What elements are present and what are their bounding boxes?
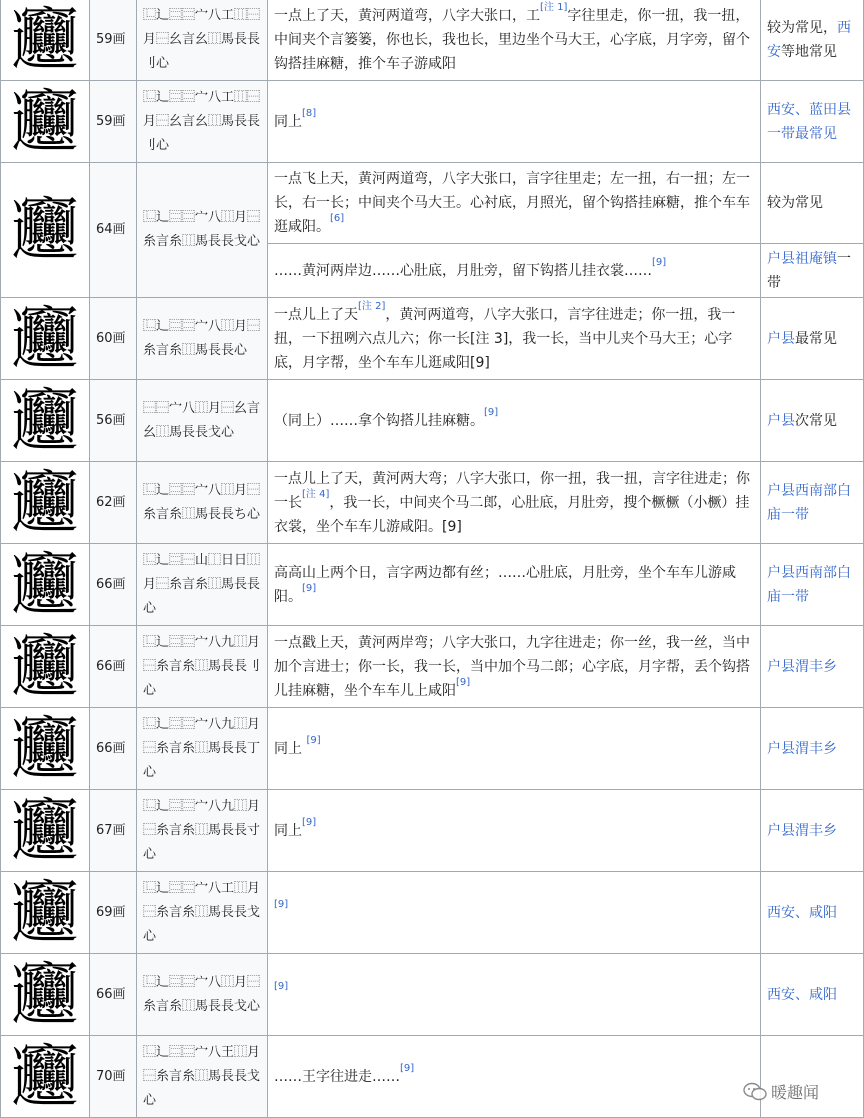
- footnote-link[interactable]: [注 2]: [358, 300, 386, 312]
- usage-region: [761, 1036, 864, 1118]
- table-row: [1, 708, 864, 790]
- stroke-count: 69画: [90, 872, 137, 954]
- mnemonic-rhyme: 一点儿上了天，黄河两大弯；八字大张口，你一扭，我一扭，言字往进走；你一长[注 4]，我一长，中间夹个马二郎，心肚底，月肚旁，搜个橛橛（小橛）挂衣裳，坐个车车儿游咸阳。[9]: [268, 462, 761, 544]
- component-sequence: ⿺辶⿳⿳宀八九⿲月⿱糸言糸⿲馬長長寸心: [137, 790, 268, 872]
- region-link[interactable]: 户县渭丰乡: [767, 658, 837, 675]
- region-link[interactable]: 户县渭丰乡: [767, 740, 837, 757]
- component-sequence: ⿱⿱宀八⿲月⿱幺言幺⿲馬長長戈心: [137, 380, 268, 462]
- footnote-link[interactable]: [6]: [330, 213, 345, 224]
- character-glyph: 𰻞: [1, 872, 90, 954]
- mnemonic-rhyme: （同上）……拿个钩搭儿挂麻糖。[9]: [268, 380, 761, 462]
- usage-region: 户县祖庵镇一带: [761, 244, 864, 298]
- footnote-link[interactable]: [注 4]: [302, 488, 330, 500]
- character-glyph: 𰻞: [1, 380, 90, 462]
- usage-region: 户县次常见: [761, 380, 864, 462]
- character-glyph: 𰻞: [1, 790, 90, 872]
- stroke-count: 67画: [90, 790, 137, 872]
- component-sequence: ⿺辶⿳⿳宀八王⿲月⿱糸言糸⿲馬長長戈心: [137, 1036, 268, 1118]
- table-row: [1, 380, 864, 462]
- usage-region: [761, 954, 864, 1036]
- component-sequence: ⿺辶⿳⿳宀八九⿲月⿱糸言糸⿲馬長長刂心: [137, 626, 268, 708]
- component-sequence: ⿺辶⿳⿳宀八工⿲⿱月⿱幺言幺⿲馬長長刂心: [137, 0, 268, 81]
- stroke-count: 66画: [90, 954, 137, 1036]
- table-row: [1, 462, 864, 544]
- footnote-link[interactable]: [9]: [274, 898, 289, 910]
- usage-region: [761, 544, 864, 626]
- mnemonic-rhyme: [268, 954, 761, 1036]
- region-link[interactable]: 户县: [767, 330, 795, 347]
- stroke-count: 66画: [90, 544, 137, 626]
- character-glyph: 𰻞: [1, 298, 90, 380]
- usage-region: [761, 872, 864, 954]
- table-row: [1, 544, 864, 626]
- mnemonic-rhyme: 一点儿上了天[注 2]，黄河两道弯，八字大张口，言字往进走；你一扭，我一扭，一下扭咧六点儿六；你一长[注 3]，我一长，当中儿夹个马大王；心字底，月字帮，坐个车车儿逛咸阳[9]: [268, 298, 761, 380]
- watermark: [743, 1080, 819, 1103]
- stroke-count: 56画: [90, 380, 137, 462]
- character-glyph: 𰻞: [1, 544, 90, 626]
- mnemonic-rhyme: 一点戳上天，黄河两岸弯；八字大张口，九字往进走；你一丝，我一丝，当中加个言进士；你一长，我一长，当中加个马二郎；心字底，月字帮，丢个钩搭儿挂麻糖，坐个车车儿上咸阳[9]: [268, 626, 761, 708]
- footnote-link[interactable]: [9]: [302, 816, 317, 828]
- table-row: [1, 81, 864, 163]
- stroke-count: 64画: [90, 163, 137, 298]
- component-sequence: ⿺辶⿳⿳宀八⿲月⿱糸言糸⿲馬長長戈心: [137, 163, 268, 298]
- footnote-link[interactable]: [9]: [484, 406, 499, 418]
- table-row: [1, 790, 864, 872]
- component-sequence: ⿺辶⿳⿳宀八⿲月⿱糸言糸⿲馬長長戈心: [137, 954, 268, 1036]
- usage-region: [761, 626, 864, 708]
- stroke-count: 59画: [90, 0, 137, 81]
- region-link[interactable]: 西安: [767, 19, 851, 60]
- usage-region: 较为常见: [761, 163, 864, 244]
- mnemonic-rhyme: 同上[9]: [268, 790, 761, 872]
- region-link[interactable]: 户县渭丰乡: [767, 822, 837, 839]
- region-link[interactable]: 户县: [767, 412, 795, 429]
- watermark-text: 暖趣闻: [770, 1083, 819, 1102]
- mnemonic-rhyme: ……王字往进走……[9]: [268, 1036, 761, 1118]
- usage-region: 较为常见，西安等地常见: [761, 0, 864, 81]
- mnemonic-rhyme: 一点上了天，黄河两道弯，八字大张口，工[注 1]字往里走，你一扭，我一扭，中间夹个言篓篓，你也长，我也长，里边坐个马大王，心字底，月字旁，留个钩搭挂麻糖，推个车子游咸阳: [268, 0, 761, 81]
- stroke-count: 70画: [90, 1036, 137, 1118]
- mnemonic-rhyme: 同上[8]: [268, 81, 761, 163]
- usage-region: [761, 462, 864, 544]
- region-link[interactable]: 户县西南部白庙一带: [767, 482, 851, 523]
- mnemonic-rhyme: 同上 [9]: [268, 708, 761, 790]
- stroke-count: 66画: [90, 708, 137, 790]
- usage-region: 户县最常见: [761, 298, 864, 380]
- table-row: [1, 1036, 864, 1118]
- usage-region: [761, 708, 864, 790]
- footnote-link[interactable]: [8]: [302, 107, 317, 119]
- character-glyph: 𰻞: [1, 462, 90, 544]
- component-sequence: ⿺辶⿳⿳宀八工⿲月⿱糸言糸⿲馬長長戈心: [137, 872, 268, 954]
- region-link[interactable]: 户县西南部白庙一带: [767, 564, 851, 605]
- footnote-link[interactable]: [9]: [302, 582, 317, 594]
- table-row: [1, 954, 864, 1036]
- table-row: [1, 872, 864, 954]
- mnemonic-rhyme: ……黄河两岸边……心肚底，月肚旁，留下钩搭儿挂衣裳……[9]: [268, 244, 761, 298]
- region-link[interactable]: 西安、咸阳: [767, 904, 837, 921]
- wechat-icon: [743, 1082, 767, 1102]
- component-sequence: ⿺辶⿳⿳宀八⿲月⿱糸言糸⿲馬長長ち心: [137, 462, 268, 544]
- region-link[interactable]: 户县祖庵镇: [767, 250, 837, 267]
- component-sequence: ⿺辶⿳⿳宀八九⿲月⿱糸言糸⿲馬長長丁心: [137, 708, 268, 790]
- footnote-link[interactable]: [9]: [400, 1062, 415, 1074]
- component-sequence: ⿺辶⿳⿳宀八工⿲⿱月⿱幺言幺⿲馬長長刂心: [137, 81, 268, 163]
- region-link[interactable]: 西安、咸阳: [767, 986, 837, 1003]
- character-glyph: 𰻞: [1, 0, 90, 81]
- component-sequence: ⿺辶⿳⿳宀八⿲月⿱糸言糸⿲馬長長心: [137, 298, 268, 380]
- character-glyph: 𰻞: [1, 163, 90, 298]
- character-glyph: 𰻞: [1, 1036, 90, 1118]
- mnemonic-rhyme: 高高山上两个日，言字两边都有丝；……心肚底，月肚旁，坐个车车儿游咸阳。[9]: [268, 544, 761, 626]
- table-row: [1, 626, 864, 708]
- footnote-link[interactable]: [9]: [274, 980, 289, 992]
- table-row: [1, 0, 864, 81]
- footnote-link[interactable]: [9]: [652, 256, 667, 268]
- mnemonic-rhyme: [268, 872, 761, 954]
- stroke-count: 60画: [90, 298, 137, 380]
- stroke-count: 59画: [90, 81, 137, 163]
- character-glyph: 𰻞: [1, 81, 90, 163]
- component-sequence: ⿺辶⿳⿱山⿰日日⿲月⿱糸言糸⿲馬長長心: [137, 544, 268, 626]
- stroke-count: 62画: [90, 462, 137, 544]
- table-row: [1, 163, 864, 244]
- table-row: [1, 298, 864, 380]
- footnote-link[interactable]: [注 1]: [540, 1, 568, 13]
- region-link[interactable]: 西安、蓝田县一带最常见: [767, 101, 851, 142]
- character-glyph: 𰻞: [1, 626, 90, 708]
- mnemonic-rhyme: 一点飞上天，黄河两道弯，八字大张口，言字往里走；左一扭，右一扭；左一长，右一长；中间夹个马大王。心衬底，月照光，留个钩搭挂麻糖，推个车车逛咸阳。[6]: [268, 163, 761, 244]
- usage-region: [761, 790, 864, 872]
- character-glyph: 𰻞: [1, 708, 90, 790]
- stroke-count: 66画: [90, 626, 137, 708]
- character-glyph: 𰻞: [1, 954, 90, 1036]
- footnote-link[interactable]: [9]: [456, 676, 471, 688]
- usage-region: [761, 81, 864, 163]
- footnote-link[interactable]: [9]: [306, 734, 321, 746]
